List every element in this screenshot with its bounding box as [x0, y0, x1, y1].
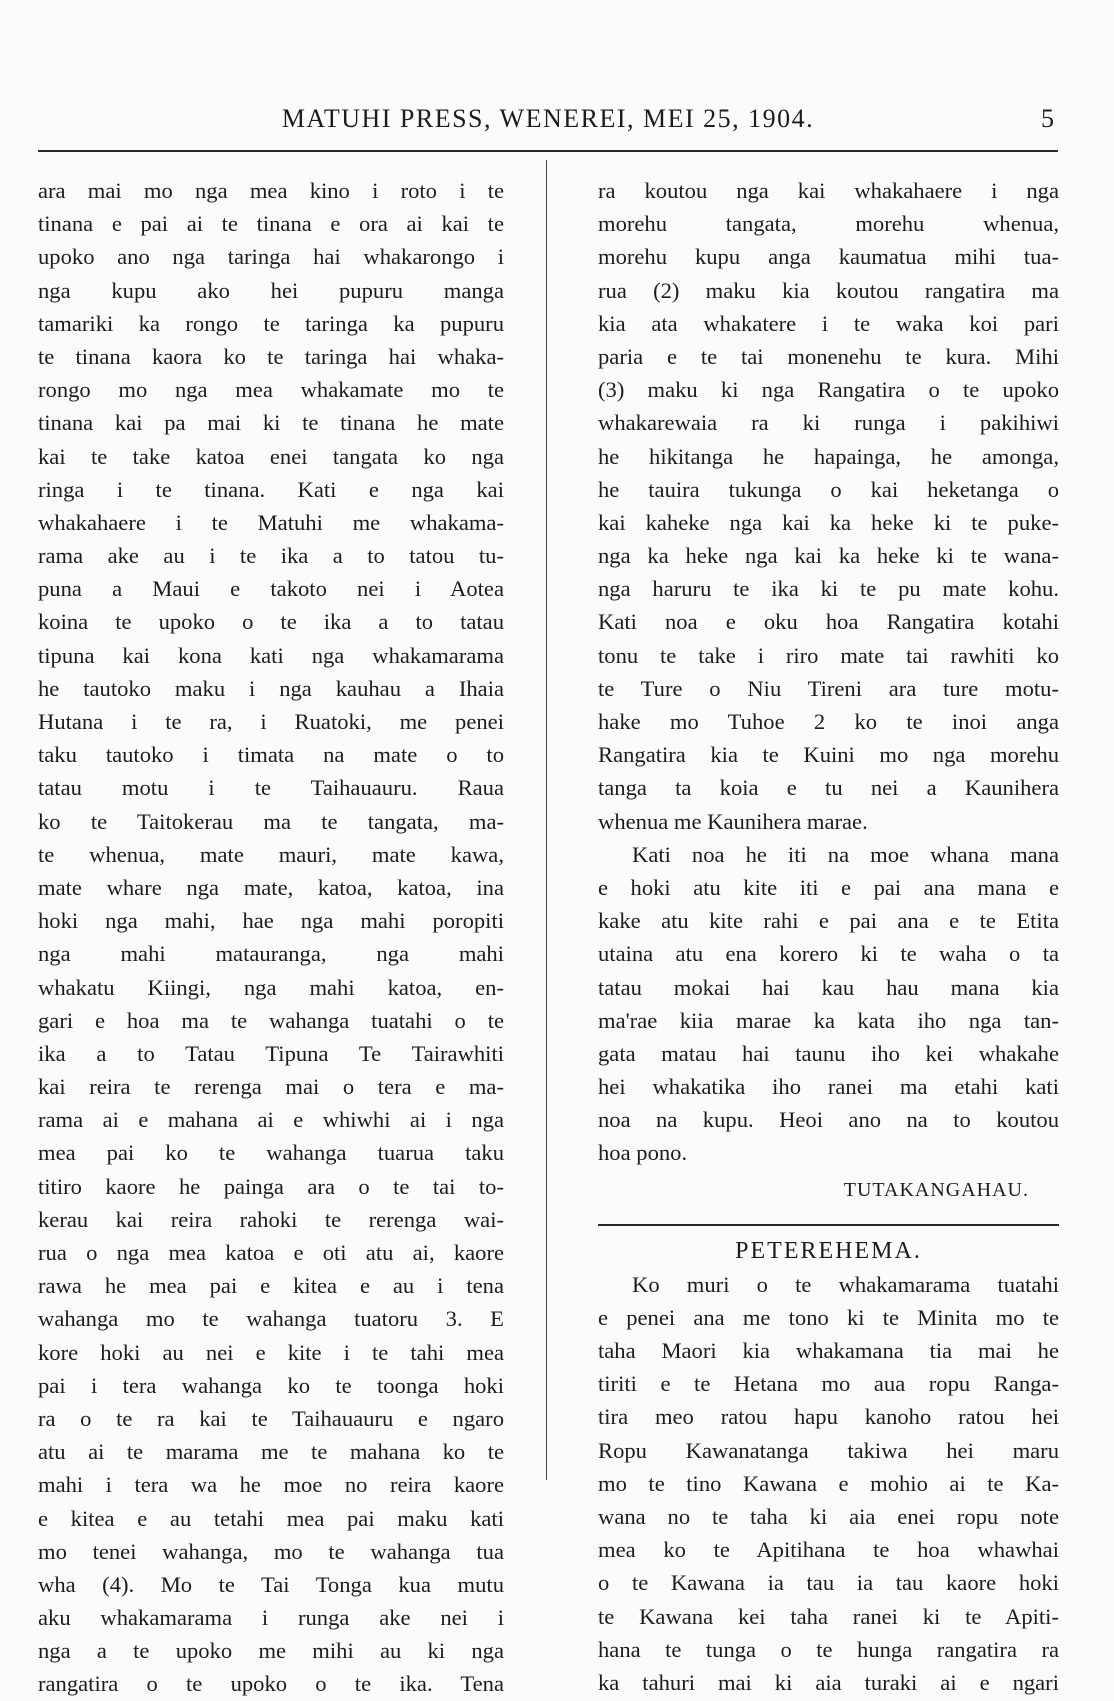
paragraph-2 [598, 838, 1059, 1170]
text-line: he tauira tukunga o kai heketanga o [598, 476, 1059, 502]
section-rule [598, 1224, 1059, 1226]
text-line: utaina atu ena korero ki te waha o ta [598, 941, 1059, 967]
text-line: ringa i te tinana. Kati e nga kai [38, 476, 504, 502]
text-line: hoa pono. [598, 1140, 688, 1166]
text-line: rawa he mea pai e kitea e au i tena [38, 1273, 504, 1299]
text-line: Kati noa e oku hoa Rangatira kotahi [598, 609, 1059, 635]
text-line: tira meo ratou hapu kanoho ratou hei [598, 1404, 1059, 1430]
text-line: whenua me Kaunihera marae. [598, 808, 868, 834]
text-line: hana te tunga o te hunga rangatira ra [598, 1636, 1059, 1662]
text-line: nga a te upoko me mihi au ki nga [38, 1638, 504, 1664]
text-line: tatau mokai hai kau hau mana kia [598, 974, 1059, 1000]
text-line: ra koutou nga kai whakahaere i nga [598, 178, 1059, 203]
text-line: tinana e pai ai te tinana e ora ai kai te [38, 211, 504, 237]
text-line: tinana kai pa mai ki te tinana he mate [38, 410, 504, 436]
text-line: ko te Taitokerau ma te tangata, ma- [38, 808, 504, 834]
text-line: rongo mo nga mea whakamate mo te [38, 377, 504, 403]
text-line: puna a Maui e takoto nei i Aotea [38, 576, 504, 602]
text-line: te whenua, mate mauri, mate kawa, [38, 841, 504, 867]
right-column [598, 174, 1059, 1699]
text-line: ra o te ra kai te Taihauauru e ngaro [38, 1405, 504, 1431]
text-line: rangatira o te upoko o te ika. Tena [38, 1671, 504, 1697]
page-number: 5 [1041, 104, 1054, 133]
paragraph-1 [598, 174, 1059, 838]
text-line: kai kaheke nga kai ka heke ki te puke- [598, 509, 1059, 535]
text-line: tiriti e te Hetana mo aua ropu Ranga- [598, 1371, 1059, 1397]
text-line: mea ko te Apitihana te hoa whawhai [598, 1537, 1059, 1563]
text-line: nga kupu ako hei pupuru manga [38, 277, 504, 303]
text-line: tanga ta koia e tu nei a Kaunihera [598, 775, 1059, 801]
header-rule [38, 150, 1058, 152]
text-line: kore hoki au nei e kite i te tahi mea [38, 1339, 504, 1365]
text-line: aku whakamarama i runga ake nei i [38, 1605, 504, 1631]
text-line: whakatu Kiingi, nga mahi katoa, en- [38, 974, 504, 1000]
text-line: nga ka heke nga kai ka heke ki te wana- [598, 543, 1059, 569]
text-line: mo tenei wahanga, mo te wahanga tua [38, 1538, 504, 1564]
column-divider [546, 160, 547, 1480]
text-line: tamariki ka rongo te taringa ka pupuru [38, 310, 504, 336]
text-line: rama ake au i te ika a to tatou tu- [38, 543, 504, 569]
text-line: whakahaere i te Matuhi me whakama- [38, 509, 504, 535]
section-heading: PETEREHEMA. [735, 1237, 922, 1264]
text-line: titiro kaore he painga ara o te tai to- [38, 1173, 504, 1199]
text-line: gata matau hai taunu iho kei whakahe [598, 1040, 1059, 1066]
text-line: pai i tera wahanga ko te toonga hoki [38, 1372, 504, 1398]
text-line: taku tautoko i timata na mate o to [38, 742, 504, 768]
text-line: wha (4). Mo te Tai Tonga kua mutu [38, 1571, 504, 1597]
text-line: hoki nga mahi, hae nga mahi poropiti [38, 908, 504, 934]
text-line: rama ai e mahana ai e whiwhi ai i nga [38, 1107, 504, 1133]
text-line: nga haruru te ika ki te pu mate kohu. [598, 576, 1059, 602]
text-line: noa na kupu. Heoi ano na to koutou [598, 1107, 1059, 1133]
text-line: he tautoko maku i nga kauhau a Ihaia [38, 675, 504, 701]
text-line: upoko ano nga taringa hai whakarongo i [38, 244, 504, 270]
left-column [38, 174, 504, 1701]
text-line: Kati noa he iti na moe whana mana [632, 841, 1059, 867]
text-line: kai te take katoa enei tangata ko nga [38, 443, 504, 469]
text-line: koina te upoko o te ika a to tatau [38, 609, 504, 635]
text-line: gari e hoa ma te wahanga tuatahi o te [38, 1007, 504, 1033]
text-line: rua o nga mea katoa e oti atu ai, kaore [38, 1240, 504, 1265]
page-header [38, 96, 1058, 136]
text-line: e hoki atu kite iti e pai ana mana e [598, 874, 1059, 900]
text-line: atu ai te marama me te mahana ko te [38, 1439, 504, 1465]
text-line: tatau motu i te Taihauauru. Raua [38, 775, 504, 801]
text-line: mate whare nga mate, katoa, katoa, ina [38, 874, 504, 900]
text-line: (3) maku ki nga Rangatira o te upoko [598, 377, 1059, 403]
text-line: e penei ana me tono ki te Minita mo te [598, 1304, 1059, 1330]
text-line: te tinana kaora ko te taringa hai whaka- [38, 343, 504, 369]
text-line: Hutana i te ra, i Ruatoki, me penei [38, 709, 504, 734]
text-line: tonu te take i riro mate tai rawhiti ko [598, 642, 1059, 668]
text-line: mea pai ko te wahanga tuarua taku [38, 1140, 504, 1166]
text-line: hei whakatika iho ranei ma etahi kati [598, 1074, 1059, 1100]
text-line: kia ata whakatere i te waka koi pari [598, 310, 1059, 336]
text-line: paria e te tai monenehu te kura. Mihi [598, 343, 1059, 369]
text-line: morehu kupu anga kaumatua mihi tua- [598, 244, 1059, 270]
text-line: te Kawana kei taha ranei ki te Apiti- [598, 1603, 1059, 1629]
text-line: ka tahuri mai ki aia turaki ai e ngari [598, 1669, 1059, 1695]
text-line: whakarewaia ra ki runga i pakihiwi [598, 410, 1059, 436]
text-line: wana no te taha ki aia enei ropu note [598, 1503, 1059, 1529]
text-line: e kitea e au tetahi mea pai maku kati [38, 1505, 504, 1531]
text-line: ma'rae kiia marae ka kata iho nga tan- [598, 1007, 1059, 1033]
text-line: hake mo Tuhoe 2 ko te inoi anga [598, 709, 1059, 734]
text-line: rua (2) maku kia koutou rangatira ma [598, 277, 1059, 303]
text-line: ara mai mo nga mea kino i roto i te [38, 178, 504, 203]
text-line: Ko muri o te whakamarama tuatahi [632, 1271, 1059, 1297]
text-line: nga mahi matauranga, nga mahi [38, 941, 504, 967]
page-title: MATUHI PRESS, WENEREI, MEI 25, 1904. [281, 104, 815, 133]
author-signature: TUTAKANGAHAU. [843, 1178, 1029, 1201]
text-line: kerau kai reira rahoki te rerenga wai- [38, 1206, 504, 1232]
text-line: kake atu kite rahi e pai ana e te Etita [598, 908, 1059, 934]
text-line: morehu tangata, morehu whenua, [598, 211, 1059, 237]
text-line: kai reira te rerenga mai o tera e ma- [38, 1074, 504, 1100]
text-line: he hikitanga he hapainga, he amonga, [598, 443, 1059, 469]
text-line: ika a to Tatau Tipuna Te Tairawhiti [38, 1040, 504, 1066]
text-line: tipuna kai kona kati nga whakamarama [38, 642, 504, 668]
text-line: wahanga mo te wahanga tuatoru 3. E [38, 1306, 504, 1332]
text-line: Ropu Kawanatanga takiwa hei maru [598, 1437, 1059, 1463]
text-line: mahi i tera wa he moe no reira kaore [38, 1472, 504, 1498]
text-line: o te Kawana ia tau ia tau kaore hoki [598, 1570, 1059, 1596]
text-line: te Ture o Niu Tireni ara ture motu- [598, 675, 1059, 701]
text-line: taha Maori kia whakamana tia mai he [598, 1338, 1059, 1363]
text-line: mo te tino Kawana e mohio ai te Ka- [598, 1470, 1059, 1496]
text-line: Rangatira kia te Kuini mo nga morehu [598, 742, 1059, 768]
paragraph-3 [598, 1268, 1059, 1699]
